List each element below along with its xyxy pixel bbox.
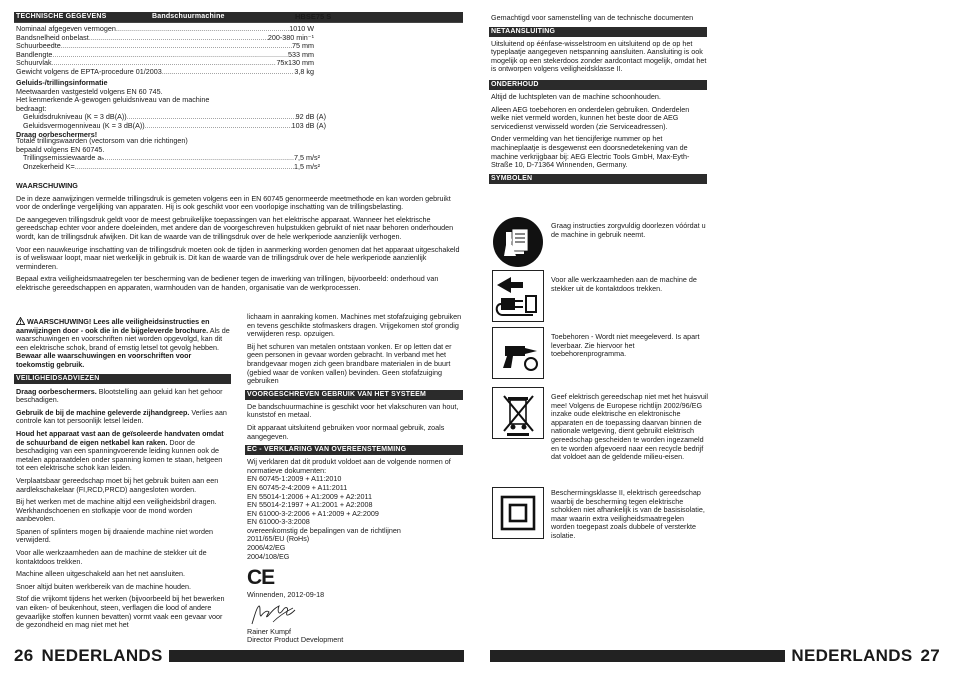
maintenance-text: Onder vermelding van het tiencijferige nummer op het machineplaatje is desgewenst een doorsnedetekening van de machine verkrijgbaar bij: AEG Electric Tools GmbH, Max-Eyth-Straße 10, D-71364 Winnenden, Germany. bbox=[491, 134, 690, 170]
tech-data-product: Bandschuurmachine bbox=[152, 13, 225, 20]
signature-image bbox=[249, 604, 309, 626]
language-left: NEDERLANDS bbox=[41, 646, 163, 665]
symbol-text: Voor alle werkzaamheden aan de machine de stekker uit de kontaktdoos trekken. bbox=[551, 275, 697, 293]
vibration-section bbox=[16, 137, 320, 171]
symbol-text: Toebehoren - Wordt niet meegeleverd. Is apart leverbaar. Zie hiervoor het toebehorenprogramma. bbox=[551, 332, 700, 359]
ec-directive: 2011/65/EU (RoHs) bbox=[247, 534, 310, 544]
intro-text: Gemachtigd voor samenstelling van de technische documenten bbox=[491, 13, 694, 22]
page-number-right: 27 bbox=[920, 646, 940, 665]
spec-row: Bandlengte ..... 533 mm bbox=[16, 51, 314, 60]
safety-item: Stof die vrijkomt tijdens het werken (bijvoorbeeld bij het bewerken van eiken- of beukenhout, steen, verflagen die lood of andere gevaarlijke stoffen kunnen bevatten) vormt vaak een gevaar voor de gezondheid en mag niet met het bbox=[16, 594, 225, 630]
usage-column bbox=[247, 313, 463, 645]
signature-date: Winnenden, 2012-09-18 bbox=[247, 590, 325, 600]
safety-item: Draag oorbeschermers. Blootstelling aan geluid kan het gehoor beschadigen. bbox=[16, 386, 223, 405]
spec-row: Schuurbeedte ..... 75 mm bbox=[16, 42, 314, 51]
safety-item: Snoer altijd buiten werkbereik van de machine houden. bbox=[16, 581, 192, 591]
ec-header: EC - VERKLARING VAN OVEREENSTEMMING bbox=[245, 445, 463, 455]
ec-standard: EN 60745-1:2009 + A11:2010 bbox=[247, 474, 342, 484]
symbol-text: Graag instructies zorgvuldig doorlezen vóórdat u de machine in gebruik neemt. bbox=[551, 221, 706, 239]
spec-row: Schuurvlak ..... 75x130 mm bbox=[16, 59, 314, 68]
tech-data-model: HBSE75 S bbox=[295, 12, 332, 21]
tech-data-header bbox=[14, 12, 463, 22]
spec-row: Nominaal afgegeven vermogen ..... 1010 W bbox=[16, 25, 314, 34]
safety-item: Gebruik de bij de machine geleverde zijhandgreep. Verlies aan controle kan tot persoonlijk letsel leiden. bbox=[16, 407, 227, 426]
safety-item: Voor alle werkzaamheden aan de machine de stekker uit de kontaktdoos trekken. bbox=[16, 548, 207, 566]
noise-line: Het kenmerkende A-gewogen geluidsniveau van de machine bbox=[16, 95, 210, 105]
symbols-header: SYMBOLEN bbox=[489, 174, 707, 184]
signatory-role: Director Product Development bbox=[247, 635, 344, 645]
safety-item: lichaam in aanraking komen. Machines met stofafzuiging gebruiken en tevens geschikte stofmaskers dragen. Vrijgekomen stof grondig verwijderen resp. opzuigen. bbox=[247, 312, 462, 339]
ec-standard: EN 61000-3-3:2008 bbox=[247, 517, 310, 527]
ear-protection-note: Draag oorbeschermers! bbox=[16, 129, 98, 139]
vibration-row: Trillingsemissiewaarde aₕ ..... 7,5 m/s² bbox=[16, 154, 320, 163]
class-ii-icon bbox=[492, 487, 544, 539]
safety-item: Houd het apparaat vast aan de geïsoleerde handvaten omdat de schuurband de eigen netkabel kan raken. Door de beschadiging van een spanningvoerende leiding kunnen ook de metalen apparaatdelen onder spanning komen te staan, hetgeen tot een elektrische schok kan leiden. bbox=[16, 428, 224, 473]
safety-header: VEILIGHEIDSADVIEZEN bbox=[14, 374, 231, 384]
safety-item: Spanen of splinters mogen bij draaiende machine niet worden verwijderd. bbox=[16, 526, 213, 545]
vibration-line: bepaald volgens EN 60745. bbox=[16, 144, 105, 154]
warning-paragraph: De aangegeven trillingsdruk geldt voor de meest gebruikelijke toepassingen van het elektrische apparaat. Wanneer het elektrische gereedschap echter voor andere doeleinden, met andere dan de voorgeschreven hulpstukken gebruikt of niet naar behoren onderhouden wordt, kan de trillingsdruk afwijken. Dit kan de waarde van de trillingsdruk over de hele werkperiode aanzienlijk verhogen. bbox=[16, 214, 454, 241]
footer-left bbox=[14, 647, 169, 664]
warning-triangle-icon bbox=[16, 317, 25, 325]
language-right: NEDERLANDS bbox=[791, 646, 913, 665]
warning-paragraph: De in deze aanwijzingen vermelde trillingsdruk is gemeten volgens een in EN 60745 genormeerde meetmethode en kan worden gebruikt voor de onderlinge vergelijking van apparaten. Hij is ook geschikt voor een voorlopige inschatting van de trillingsbelasting. bbox=[16, 193, 451, 212]
usage-text: De bandschuurmachine is geschikt voor het vlakschuren van hout, kunststof en metaal. bbox=[247, 401, 459, 420]
unplug-icon bbox=[492, 270, 544, 322]
noise-title: Geluids-/trillingsinformatie bbox=[16, 78, 108, 87]
safety-item: Bij het werken met de machine altijd een veiligheidsbril dragen. Werkhandschoenen en stofkapje voor de mond worden aanbevolen. bbox=[16, 497, 217, 524]
weee-bin-icon bbox=[492, 387, 544, 439]
ec-directive: 2006/42/EG bbox=[247, 543, 286, 553]
usage-text: Dit apparaat uitsluitend gebruiken voor normaal gebruik, zoals aangegeven. bbox=[247, 422, 445, 441]
ec-directive: 2004/108/EG bbox=[247, 551, 290, 561]
general-warning: WAARSCHUWING! Lees alle veiligheidsinstructies en aanwijzingen door - ook die in de bijgeleverde brochure. Als de waarschuwingen en voorschriften niet worden opgevolgd, kan dit een elektrische schok, brand of ernstig letsel tot gevolg hebben. Bewaar alle waarschuwingen en voorschriften voor toekomstig gebruik. bbox=[16, 317, 230, 369]
footer-right bbox=[785, 647, 940, 664]
maintenance-header: ONDERHOUD bbox=[489, 80, 707, 90]
safety-item: Machine alleen uitgeschakeld aan het net aansluiten. bbox=[16, 569, 186, 579]
safety-column bbox=[16, 317, 231, 634]
safety-item: Bij het schuren van metalen ontstaan vonken. Er op letten dat er geen personen in gevaar worden gebracht. In verband met het brandgevaar mogen zich geen brandbare materialen in de buurt (gebied waar de vonken vallen) bevinden. Geen stofafzuiging gebruiken bbox=[247, 341, 452, 386]
maintenance-text: Alleen AEG toebehoren en onderdelen gebruiken. Onderdelen welke niet vermeld worden, kunnen het beste door de AEG servicedienst verwisseld worden (zie Serviceadressen). bbox=[491, 104, 690, 131]
net-text: Uitsluitend op éénfase-wisselstroom en uitsluitend op de op het typeplaatje aangegeven netspanning aansluiten. Aansluiting is ook mogelijk op een stekerdoos zonder aardcontact mogelijk, omdat het is ontworpen volgens veiligheidsklasse II. bbox=[491, 38, 707, 74]
symbol-text: Beschermingsklasse II, elektrisch gereedschap waarbij de bescherming tegen elektrische schokken niet afhankelijk is van de basisisolatie, maar waarin extra veiligheidsmaatregelen worden toegepast zoals dubbele of versterkte isolatie. bbox=[551, 488, 705, 540]
warning-paragraph: Bepaal extra veiligheidsmaatregelen ter bescherming van de bediener tegen de inwerking van trillingen, bijvoorbeeld: onderhoud van elektrische gereedschappen en apparaten, warmhouden van de handen, organisatie van de werkprocessen. bbox=[16, 274, 439, 292]
ec-standard: EN 61000-3-2:2006 + A1:2009 + A2:2009 bbox=[247, 508, 379, 518]
tech-header-rule bbox=[14, 22, 463, 23]
warning-paragraph: Voor een nauwkeurige inschatting van de trillingsdruk moeten ook de tijden in aanmerking worden genomen dat het apparaat uitgeschakeld is of weliswaar loopt, maar niet werkelijk in gebruik is. Dit kan de waarde van de trillingsdruk over de hele werkperiode aanzienlijk verminderen. bbox=[16, 244, 460, 271]
usage-header: VOORGESCHREVEN GEBRUIK VAN HET SYSTEEM bbox=[245, 390, 463, 400]
ce-mark: CE bbox=[247, 566, 275, 590]
noise-line: bedraagt: bbox=[16, 103, 47, 113]
noise-line: Meetwaarden vastgesteld volgens EN 60 745. bbox=[16, 86, 163, 96]
ec-standard: EN 55014-1:2006 + A1:2009 + A2:2011 bbox=[247, 491, 372, 501]
net-header: NETAANSLUITING bbox=[489, 27, 707, 37]
tech-data-title: TECHNISCHE GEGEVENS bbox=[16, 13, 107, 20]
ec-standard: EN 60745-2-4:2009 + A11:2011 bbox=[247, 482, 348, 492]
spec-list bbox=[16, 25, 314, 77]
ec-standard: EN 55014-2:1997 + A1:2001 + A2:2008 bbox=[247, 500, 373, 510]
read-manual-icon bbox=[492, 216, 544, 268]
ec-directive: overeenkomstig de bepalingen van de richtlijnen bbox=[247, 525, 401, 535]
warning-title: WAARSCHUWING bbox=[16, 181, 78, 190]
accessory-icon bbox=[492, 327, 544, 379]
maintenance-text: Altijd de luchtspleten van de machine schoonhouden. bbox=[491, 91, 661, 101]
noise-section bbox=[16, 79, 326, 139]
page-number-left: 26 bbox=[14, 646, 34, 665]
vibration-line: Totale trillingswaarden (vectorsom van drie richtingen) bbox=[16, 136, 188, 145]
spec-row: Bandsnelheid onbelast ..... 200-380 min⁻¹ bbox=[16, 34, 314, 43]
noise-row: Geluidsvermogenniveau (K = 3 dB(A)) ..... 103 dB (A) bbox=[16, 122, 326, 131]
safety-item: Verplaatsbaar gereedschap moet bij het gebruik buiten aan een aardlekschakelaar (FI,RCD,PRCD) aangesloten worden. bbox=[16, 475, 219, 494]
vibration-row: Onzekerheid K= ..... 1,5 m/s² bbox=[16, 163, 320, 172]
warning-section bbox=[16, 182, 462, 297]
signatory-name: Rainer Kumpf bbox=[247, 626, 291, 636]
right-column bbox=[491, 14, 707, 184]
ec-intro: Wij verklaren dat dit produkt voldoet aan de volgende normen of normatieve dokumenten: bbox=[247, 457, 451, 475]
noise-row: Geluidsdrukniveau (K = 3 dB(A)) ..... 92 dB (A) bbox=[16, 113, 326, 122]
symbol-text: Geef elektrisch gereedschap niet met het huisvuil mee! Volgens de Europese richtlijn 2002/96/EG inzake oude elektrische en elektronische apparaten en de toepassing daarvan binnen de nationale wetgeving, dient gebruikt elektrisch gereedschap gescheiden te worden ingezameld en te worden afgevoerd naar een recycle bedrijf dat voldoet aan de geldende milieu-eisen. bbox=[551, 392, 709, 462]
spec-row: Gewicht volgens de EPTA-procedure 01/2003 ..... 3,8 kg bbox=[16, 68, 314, 77]
